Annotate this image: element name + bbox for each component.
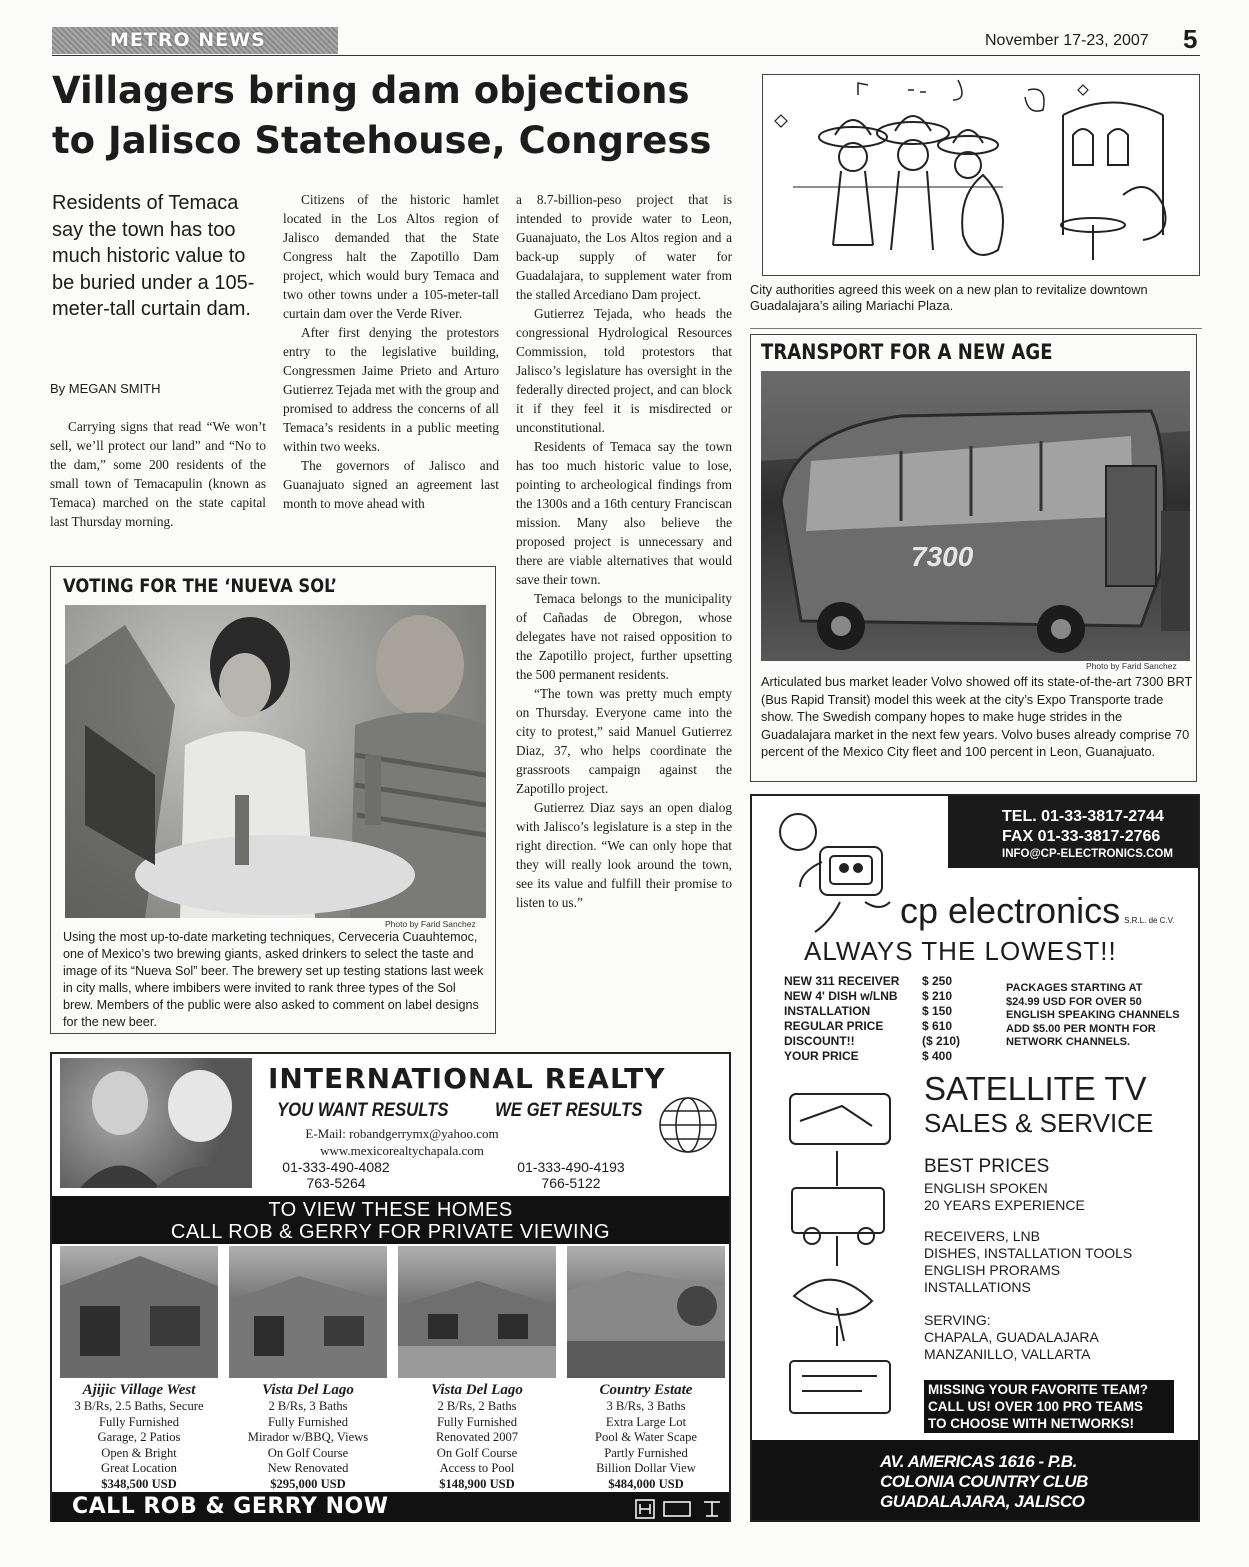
paragraph: Gutierrez Tejada, who heads the congressional Hydrological Resources Commission, told protestors that Jalisco’s legislature has oversight in the federally directed project, and can block it if they feel it is misdirected or unconstitutional.: [516, 306, 732, 435]
headline-line-2: to Jalisco Statehouse, Congress: [52, 119, 712, 162]
satellite-illustrations: [782, 1086, 902, 1431]
globe-icon: [656, 1094, 720, 1161]
house-photo: [567, 1246, 725, 1378]
price-row: [784, 1019, 984, 1034]
cp-email: INFO@CP-ELECTRONICS.COM: [1002, 848, 1173, 860]
service-line: INSTALLATIONS: [924, 1279, 1031, 1295]
realty-footer: CALL ROB & GERRY NOW: [52, 1492, 729, 1522]
paragraph: The governors of Jalisco and Guanajuato signed an agreement last month to move ahead with: [283, 458, 499, 511]
bus-photo: [761, 371, 1190, 661]
price-row: [784, 1034, 984, 1049]
address-line: GUADALAJARA, JALISCO: [880, 1492, 1085, 1511]
price-value: $ 150: [922, 1004, 953, 1018]
address-line: AV. AMERICAS 1616 - P.B.: [880, 1452, 1077, 1471]
listing-line: Great Location: [101, 1461, 177, 1475]
listing-line: 2 B/Rs, 3 Baths: [268, 1399, 348, 1413]
realty-banner: [52, 1196, 729, 1244]
team-line: MISSING YOUR FAVORITE TEAM?: [928, 1382, 1149, 1397]
price-value: $ 250: [922, 974, 953, 988]
serving-line: CHAPALA, GUADALAJARA: [924, 1329, 1099, 1345]
packages-line: $24.99 USD FOR OVER 50: [1006, 995, 1142, 1008]
right-rule: [750, 328, 1202, 329]
bus-caption: Articulated bus market leader Volvo showed off its state-of-the-art 7300 BRT (Bus Rapid Transit) model this week at the city’s Expo Transporte trade show. The Swedish company hopes to make huge strides in the Guadalajara market in the next few years. Volvo buses already comprise 70 percent of the Mexico City fleet and 100 percent in Leon, Guanajuato.: [761, 674, 1193, 759]
van-icon: [792, 1188, 884, 1233]
price-value: $ 210: [922, 989, 953, 1003]
house-photo: [398, 1246, 556, 1378]
deck: Residents of Temaca say the town has too much historic value to be buried under a 105-meter-tall curtain dam.: [52, 192, 255, 320]
serving-line: MANZANILLO, VALLARTA: [924, 1346, 1091, 1362]
voting-photo-illustration: [65, 605, 486, 918]
paragraph: Gutierrez Diaz says an open dialog with Jalisco’s legislature is a step in the right direction. “We can only hope that they will really look around the town, see its value and fulfill their promise to listen to us.”: [516, 800, 732, 910]
voting-caption: Using the most up-to-date marketing techniques, Cerveceria Cuauhtemoc, one of Mexico’s two brewing giants, asked drinkers to select the taste and image of its “Nueva Sol” beer. The brewery set up testing stations last week in city malls, where imbibers were invited to rank three types of the Sol brew. Members of the public were also asked to comment on label designs for the new beer.: [63, 930, 484, 1029]
listing-line: 2 B/Rs, 2 Baths: [437, 1399, 517, 1413]
price-row: [784, 989, 984, 1004]
bus-photo-illustration: [761, 371, 1190, 661]
paragraph: After first denying the protestors entry to the legislative building, Congressmen Jaime Prieto and Arturo Gutierrez Tejada met with the group and promised to address the concerns of all Temaca’s residents in a public meeting within two weeks.: [283, 325, 499, 454]
listing-price: $148,900 USD: [439, 1476, 515, 1491]
listing-line: Garage, 2 Patios: [97, 1430, 181, 1444]
agents-photo: [60, 1058, 252, 1188]
banner-line: CALL ROB & GERRY FOR PRIVATE VIEWING: [170, 1221, 611, 1243]
price-item: NEW 4' DISH w/LNB: [784, 989, 898, 1003]
price-value: $ 400: [922, 1049, 953, 1063]
realty-phone-left: [276, 1159, 396, 1191]
listing-line: Access to Pool: [439, 1461, 515, 1475]
phone-line: 763-5264: [306, 1175, 366, 1191]
tv-mascot-icon: [770, 802, 900, 947]
paragraph: Citizens of the historic hamlet located in the Los Altos region of Jalisco demanded that the State Congress halt the Zapotillo Dam project, which would bury Temaca and two other towns under a 105-meter-tall curtain dam over the Verde River.: [283, 192, 499, 321]
cp-slogan: ALWAYS THE LOWEST!!: [804, 936, 1117, 966]
price-row: [784, 1049, 984, 1064]
phone-line: 766-5122: [541, 1175, 601, 1191]
headline: [52, 66, 752, 166]
paragraph: “The town was pretty much empty on Thursday. Everyone came into the city to protest,” said Manuel Gutierrez Diaz, 37, who helps coordinate the grassroots campaign against the Zapotillo project.: [516, 686, 732, 796]
listing-title: Country Estate: [599, 1382, 693, 1398]
listing-title: Vista Del Lago: [431, 1382, 523, 1398]
realty-phone-right: [509, 1159, 633, 1191]
address-line: COLONIA COUNTRY CLUB: [880, 1472, 1088, 1491]
satellite-title: SATELLITE TV: [924, 1070, 1147, 1107]
service-line: 20 YEARS EXPERIENCE: [924, 1197, 1085, 1213]
cp-address: [752, 1440, 1198, 1520]
service-list-a: [924, 1180, 1085, 1214]
service-line: RECEIVERS, LNB: [924, 1228, 1040, 1244]
banner-line: TO VIEW THESE HOMES: [268, 1199, 513, 1221]
realtor-logos-icon: [634, 1498, 724, 1525]
dish-icon: [794, 1280, 872, 1315]
paragraph: a 8.7-billion-peso project that is intended to provide water to Leon, Guanajuato, the Los Altos region and a back-up supply of water for Guadalajara, to supplement water from the stalled Arcediano Dam project.: [516, 192, 732, 302]
listing-line: Fully Furnished: [267, 1414, 349, 1429]
cp-logo: [900, 890, 1175, 932]
listing-line: Mirador w/BBQ, Views: [247, 1430, 369, 1444]
page-number: 5: [1183, 24, 1198, 54]
listing-line: Renovated 2007: [435, 1430, 519, 1444]
realty-ad: [50, 1052, 731, 1522]
top-rule: [52, 55, 1200, 56]
service-line: ENGLISH PRORAMS: [924, 1262, 1061, 1278]
realty-tagline-left: YOU WANT RESULTS: [277, 1100, 449, 1121]
article-column-3: [516, 190, 732, 912]
headline-line-1: Villagers bring dam objections: [52, 69, 690, 112]
paragraph: Carrying signs that read “We won’t sell, we’ll protect our land” and “No to the dam,” some 200 residents of the small town of Temacapulin (known as Temaca) marched on the state capital last Thursday morning.: [50, 419, 266, 529]
tools-icon: [790, 1361, 890, 1413]
listing-line: On Golf Course: [267, 1445, 349, 1460]
team-callout: [924, 1380, 1174, 1433]
section-tag: METRO NEWS: [52, 27, 338, 54]
mariachi-cartoon: [762, 74, 1200, 276]
packages-line: ADD $5.00 PER MONTH FOR: [1006, 1022, 1156, 1035]
realty-website: www.mexicorealtychapala.com: [320, 1143, 484, 1158]
price-item: REGULAR PRICE: [784, 1019, 884, 1033]
house-photo: [60, 1246, 218, 1378]
price-value: $ 610: [922, 1019, 953, 1033]
packages-line: PACKAGES STARTING AT: [1006, 982, 1143, 994]
listing-line: Pool & Water Scape: [595, 1430, 697, 1444]
price-item: YOUR PRICE: [784, 1049, 859, 1063]
price-item: DISCOUNT!!: [784, 1034, 855, 1048]
serving-label: SERVING:: [924, 1312, 991, 1328]
listing: [226, 1381, 390, 1492]
listing-price: $484,000 USD: [608, 1476, 684, 1491]
house-photo: [229, 1246, 387, 1378]
price-row: [784, 974, 984, 989]
service-line: ENGLISH SPOKEN: [924, 1180, 1048, 1196]
team-line: TO CHOOSE WITH NETWORKS!: [928, 1416, 1134, 1431]
listing-title: Vista Del Lago: [262, 1382, 354, 1398]
price-row: [784, 1004, 984, 1019]
listing-price: $348,500 USD: [101, 1476, 177, 1491]
cp-electronics-ad: [750, 794, 1200, 1522]
listing: [395, 1381, 559, 1492]
article-column-1: [50, 417, 266, 531]
realty-tagline-right: WE GET RESULTS: [495, 1100, 643, 1121]
listing: [564, 1381, 728, 1492]
phone-line: 01-333-490-4193: [517, 1159, 625, 1175]
listing-line: 3 B/Rs, 2.5 Baths, Secure: [74, 1399, 204, 1413]
listing-line: On Golf Course: [436, 1445, 518, 1460]
bus-photo-credit: Photo by Farid Sanchez: [1086, 661, 1177, 671]
listing-line: Extra Large Lot: [605, 1414, 687, 1429]
best-prices: BEST PRICES: [924, 1156, 1050, 1177]
price-table: [784, 974, 984, 1064]
listing-line: Open & Bright: [101, 1445, 177, 1460]
listing-line: Fully Furnished: [98, 1414, 180, 1429]
phone-line: 01-333-490-4082: [282, 1159, 390, 1175]
service-list-b: [924, 1228, 1132, 1296]
paragraph: Temaca belongs to the municipality of Cañadas de Obregon, whose delegates have not raised opposition to the Zapotillo project, further upsetting the 500 permanent residents.: [516, 591, 732, 682]
paragraph: Residents of Temaca say the town has too much historic value to lose, pointing to archeological findings from the 1300s and a 16th century Franciscan mission. Many also believe the proposed project is unnecessary and there are viable alternatives that would save their town.: [516, 439, 732, 587]
price-value: ($ 210): [922, 1034, 961, 1048]
listing-line: 3 B/Rs, 3 Baths: [606, 1399, 686, 1413]
mariachi-cartoon-drawing: [763, 75, 1199, 275]
cp-fax: FAX 01-33-3817-2766: [1002, 828, 1161, 845]
voting-title: VOTING FOR THE ‘NUEVA SOL’: [63, 575, 337, 597]
listing-price: $295,000 USD: [270, 1476, 346, 1491]
serving-list: [924, 1312, 1099, 1363]
packages-note: [1006, 982, 1196, 1050]
article-column-2: [283, 190, 499, 513]
byline: By MEGAN SMITH: [50, 381, 161, 396]
listing-line: Partly Furnished: [604, 1445, 688, 1460]
listing-line: Fully Furnished: [436, 1414, 518, 1429]
listing: [57, 1381, 221, 1492]
price-item: NEW 311 RECEIVER: [784, 974, 900, 988]
packages-line: NETWORK CHANNELS.: [1006, 1036, 1131, 1048]
realty-email: E-Mail: robandgerrymx@yahoo.com: [305, 1126, 499, 1141]
voting-photo-box: [50, 566, 496, 1034]
satellite-subtitle: SALES & SERVICE: [924, 1108, 1154, 1138]
cp-logo-sub: S.R.L. de C.V.: [1124, 916, 1175, 925]
transport-title: TRANSPORT FOR A NEW AGE: [761, 340, 1053, 364]
price-item: INSTALLATION: [784, 1004, 871, 1018]
listing-title: Ajijic Village West: [82, 1382, 196, 1398]
listing-line: New Renovated: [267, 1461, 349, 1475]
packages-line: ENGLISH SPEAKING CHANNELS: [1006, 1009, 1180, 1021]
service-line: DISHES, INSTALLATION TOOLS: [924, 1245, 1133, 1261]
listing-line: Billion Dollar View: [596, 1461, 696, 1475]
voting-photo: [65, 605, 486, 918]
realty-name: INTERNATIONAL REALTY: [268, 1062, 666, 1095]
bus-side-text: 7300: [911, 541, 974, 572]
cp-logo-text: cp electronics: [900, 890, 1121, 931]
cp-phone: TEL. 01-33-3817-2744: [1002, 808, 1164, 825]
issue-date: November 17-23, 2007: [985, 32, 1149, 49]
transport-photo-box: [750, 334, 1197, 782]
team-line: CALL US! OVER 100 PRO TEAMS: [928, 1399, 1144, 1414]
voting-photo-credit: Photo by Farid Sanchez: [385, 919, 476, 929]
cartoon-caption: City authorities agreed this week on a new plan to revitalize downtown Guadalajara’s ailing Mariachi Plaza.: [750, 282, 1148, 313]
